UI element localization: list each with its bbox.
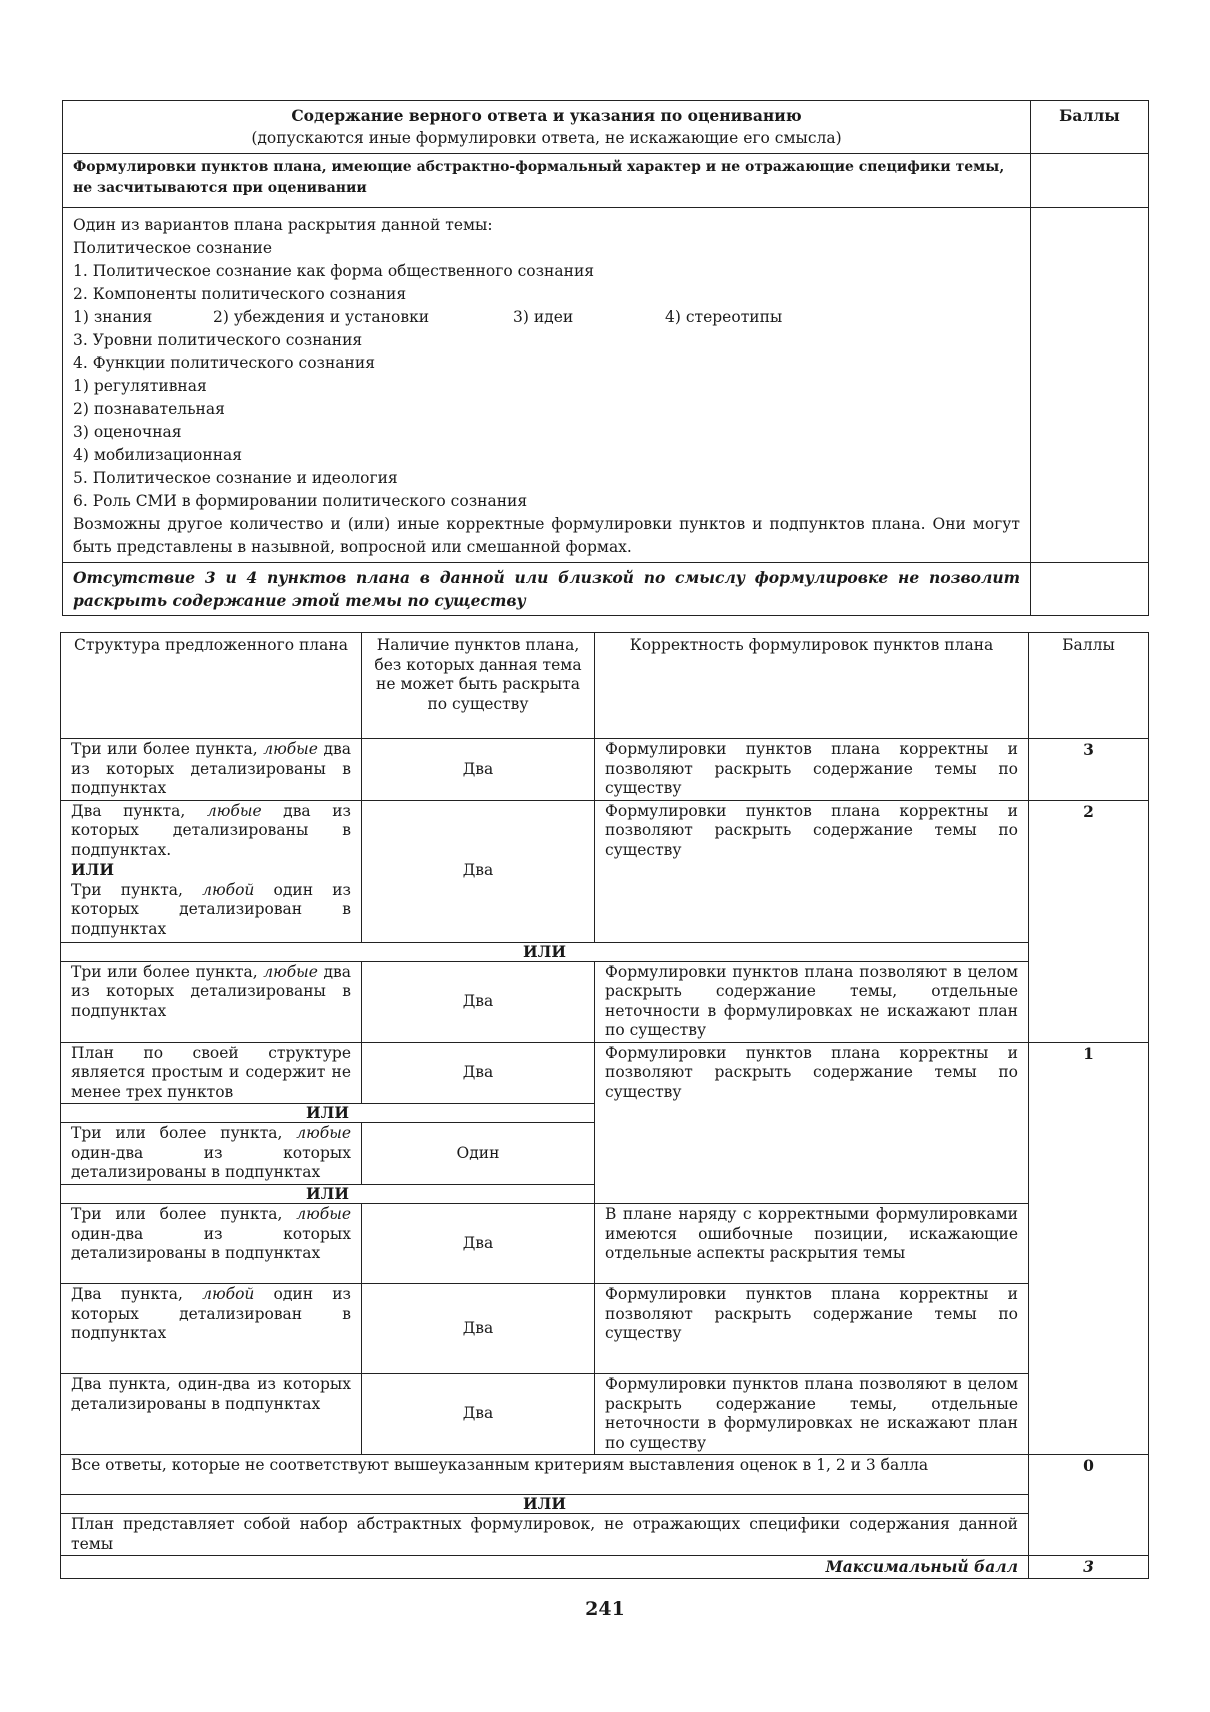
r4-score: 1 — [1029, 1042, 1149, 1455]
r6-structure — [61, 1204, 362, 1284]
r1-structure — [61, 739, 362, 801]
scoring-criteria-table — [60, 632, 1149, 1579]
r2-structure — [61, 800, 362, 942]
r7-structure-c: один из которых детализирован в подпунктах — [71, 1285, 352, 1342]
r1-presence: Два — [362, 739, 595, 801]
r5-structure-a: Три или более пункта, — [71, 1124, 283, 1142]
plan-intro: Один из вариантов плана раскрытия данной темы: — [73, 216, 493, 234]
table1-absence-row — [63, 563, 1149, 616]
r4-presence: Два — [362, 1042, 595, 1104]
plan-item-5: 5. Политическое сознание и идеология — [73, 469, 398, 487]
table2-header-points: Баллы — [1029, 633, 1149, 739]
r2-structure-c: два из которых детализированы в подпунктах. — [71, 801, 351, 859]
table1-rule: Формулировки пунктов плана, имеющие абстрактно-формальный характер и не отражающие специфики темы, не засчитываются при оценивании — [63, 154, 1031, 208]
table-row — [61, 739, 1149, 801]
r3-structure-a: Три или более пункта, — [71, 962, 258, 981]
table1-plan — [63, 208, 1031, 563]
r1-structure-b: любые — [263, 740, 318, 758]
ili-row — [61, 1495, 1149, 1514]
r4-structure: План по своей структуре является простым и содержит не менее трех пунктов — [61, 1042, 362, 1104]
plan-item-6: 6. Роль СМИ в формировании политического сознания — [73, 492, 528, 510]
r7-presence: Два — [362, 1284, 595, 1374]
table1-header-subtitle: (допускаются иные формулировки ответа, не искажающие его смысла) — [251, 129, 842, 147]
max-score-row — [61, 1556, 1149, 1579]
r2-structure-d: Три пункта, — [71, 880, 183, 899]
plan-item-2-opt1: 1) знания — [73, 308, 153, 326]
r9-score: 0 — [1029, 1455, 1149, 1556]
ili-row — [61, 942, 1149, 961]
r6-presence: Два — [362, 1204, 595, 1284]
plan-item-2-opt2: 2) убеждения и установки — [213, 308, 430, 326]
table-row — [61, 961, 1149, 1042]
plan-note: Возможны другое количество и (или) иные корректные формулировки пунктов и подпунктов плана. Они могут быть представлены в назывной, вопросной или смешанной формах. — [73, 515, 1020, 556]
r2-correctness: Формулировки пунктов плана корректны и позволяют раскрыть содержание темы по существу — [595, 800, 1029, 942]
r8-correctness: Формулировки пунктов плана позволяют в целом раскрыть содержание темы, отдельные неточности в формулировках не искажают план по существу — [595, 1374, 1029, 1455]
table2-header-correctness: Корректность формулировок пунктов плана — [595, 633, 1029, 739]
table-row — [61, 1284, 1149, 1374]
max-score-value: 3 — [1029, 1556, 1149, 1579]
table1-header-title: Содержание верного ответа и указания по оцениванию — [291, 106, 802, 125]
r7-structure-b: любой — [202, 1285, 255, 1303]
plan-item-2: 2. Компоненты политического сознания — [73, 285, 407, 303]
table-row — [61, 1455, 1149, 1495]
r4-correctness: Формулировки пунктов плана корректны и позволяют раскрыть содержание темы по существу — [595, 1042, 1029, 1204]
r2-structure-b: любые — [206, 801, 262, 820]
r6-structure-c: один-два из которых детализированы в подпунктах — [71, 1224, 351, 1262]
table-row — [61, 1042, 1149, 1104]
r3-presence: Два — [362, 961, 595, 1042]
r5-structure-c: один-два из которых детализированы в подпунктах — [71, 1143, 351, 1181]
r6-correctness: В плане наряду с корректными формулировками имеются ошибочные позиции, искажающие отдельные аспекты раскрытия темы — [595, 1204, 1029, 1284]
table1-plan-row — [63, 208, 1149, 563]
plan-item-4-1: 1) регулятивная — [73, 377, 207, 395]
r2-structure-f: один из которых детализирован в подпунктах — [71, 880, 351, 938]
r6-structure-a: Три или более пункта, — [71, 1205, 283, 1223]
table2-header-structure: Структура предложенного плана — [61, 633, 362, 739]
table-row — [61, 1204, 1149, 1284]
r3-structure — [61, 961, 362, 1042]
table1-plan-points — [1031, 208, 1149, 563]
r3-structure-b: любые — [263, 962, 318, 981]
ili-separator: ИЛИ — [61, 1104, 595, 1123]
page-number: 241 — [585, 1598, 625, 1620]
table1-absence-points — [1031, 563, 1149, 616]
table-row — [61, 1374, 1149, 1455]
r10-text: План представляет собой набор абстрактных формулировок, не отражающих специфики содержания данной темы — [61, 1514, 1029, 1556]
table2-header-row — [61, 633, 1149, 739]
table1-header-points: Баллы — [1031, 101, 1149, 154]
plan-item-4-2: 2) познавательная — [73, 400, 225, 418]
r2-score: 2 — [1029, 800, 1149, 1042]
table1-header-content — [63, 101, 1031, 154]
r5-structure — [61, 1123, 362, 1185]
r1-correctness: Формулировки пунктов плана корректны и позволяют раскрыть содержание темы по существу — [595, 739, 1029, 801]
table-row — [61, 800, 1149, 942]
r7-structure — [61, 1284, 362, 1374]
plan-item-2-opt3: 3) идеи — [513, 308, 574, 326]
r2-structure-ili: ИЛИ — [71, 860, 114, 879]
plan-item-3: 3. Уровни политического сознания — [73, 331, 363, 349]
r7-structure-a: Два пункта, — [71, 1285, 183, 1303]
ili-separator: ИЛИ — [61, 942, 1029, 961]
r3-correctness: Формулировки пунктов плана позволяют в целом раскрыть содержание темы, отдельные неточности в формулировках не искажают план по существу — [595, 961, 1029, 1042]
ili-separator: ИЛИ — [61, 1185, 595, 1204]
table1-rule-points — [1031, 154, 1149, 208]
plan-item-1: 1. Политическое сознание как форма общественного сознания — [73, 262, 595, 280]
r9-text: Все ответы, которые не соответствуют вышеуказанным критериям выставления оценок в 1, 2 и 3 балла — [61, 1455, 1029, 1495]
answer-content-table — [62, 100, 1149, 616]
r3-structure-c: два из которых детализированы в подпунктах — [71, 962, 352, 1020]
r8-presence: Два — [362, 1374, 595, 1455]
ili-separator: ИЛИ — [61, 1495, 1029, 1514]
plan-item-2-opt4: 4) стереотипы — [665, 308, 783, 326]
r5-presence: Один — [362, 1123, 595, 1185]
table1-absence-note: Отсутствие 3 и 4 пунктов плана в данной или близкой по смыслу формулировке не позволит раскрыть содержание этой темы по существу — [63, 563, 1031, 616]
r2-structure-e: любой — [202, 880, 255, 899]
r2-presence: Два — [362, 800, 595, 942]
r2-structure-a: Два пункта, — [71, 801, 186, 820]
plan-item-4-4: 4) мобилизационная — [73, 446, 243, 464]
r1-structure-a: Три или более пункта, — [71, 740, 258, 758]
r7-correctness: Формулировки пунктов плана корректны и позволяют раскрыть содержание темы по существу — [595, 1284, 1029, 1374]
r1-structure-c: два из которых детализированы в подпунктах — [71, 740, 352, 797]
r1-score: 3 — [1029, 739, 1149, 801]
table2-header-presence: Наличие пунктов плана, без которых данная тема не может быть раскрыта по существу — [362, 633, 595, 739]
plan-item-2-options — [73, 306, 1020, 329]
r8-structure: Два пункта, один-два из которых детализированы в подпунктах — [61, 1374, 362, 1455]
plan-item-4-3: 3) оценочная — [73, 423, 182, 441]
table1-header-row — [63, 101, 1149, 154]
plan-item-4: 4. Функции политического сознания — [73, 354, 376, 372]
table1-rule-row — [63, 154, 1149, 208]
max-score-label: Максимальный балл — [61, 1556, 1029, 1579]
r5-structure-b: любые — [296, 1124, 351, 1142]
r6-structure-b: любые — [296, 1205, 351, 1223]
table-row — [61, 1514, 1149, 1556]
plan-title: Политическое сознание — [73, 239, 273, 257]
